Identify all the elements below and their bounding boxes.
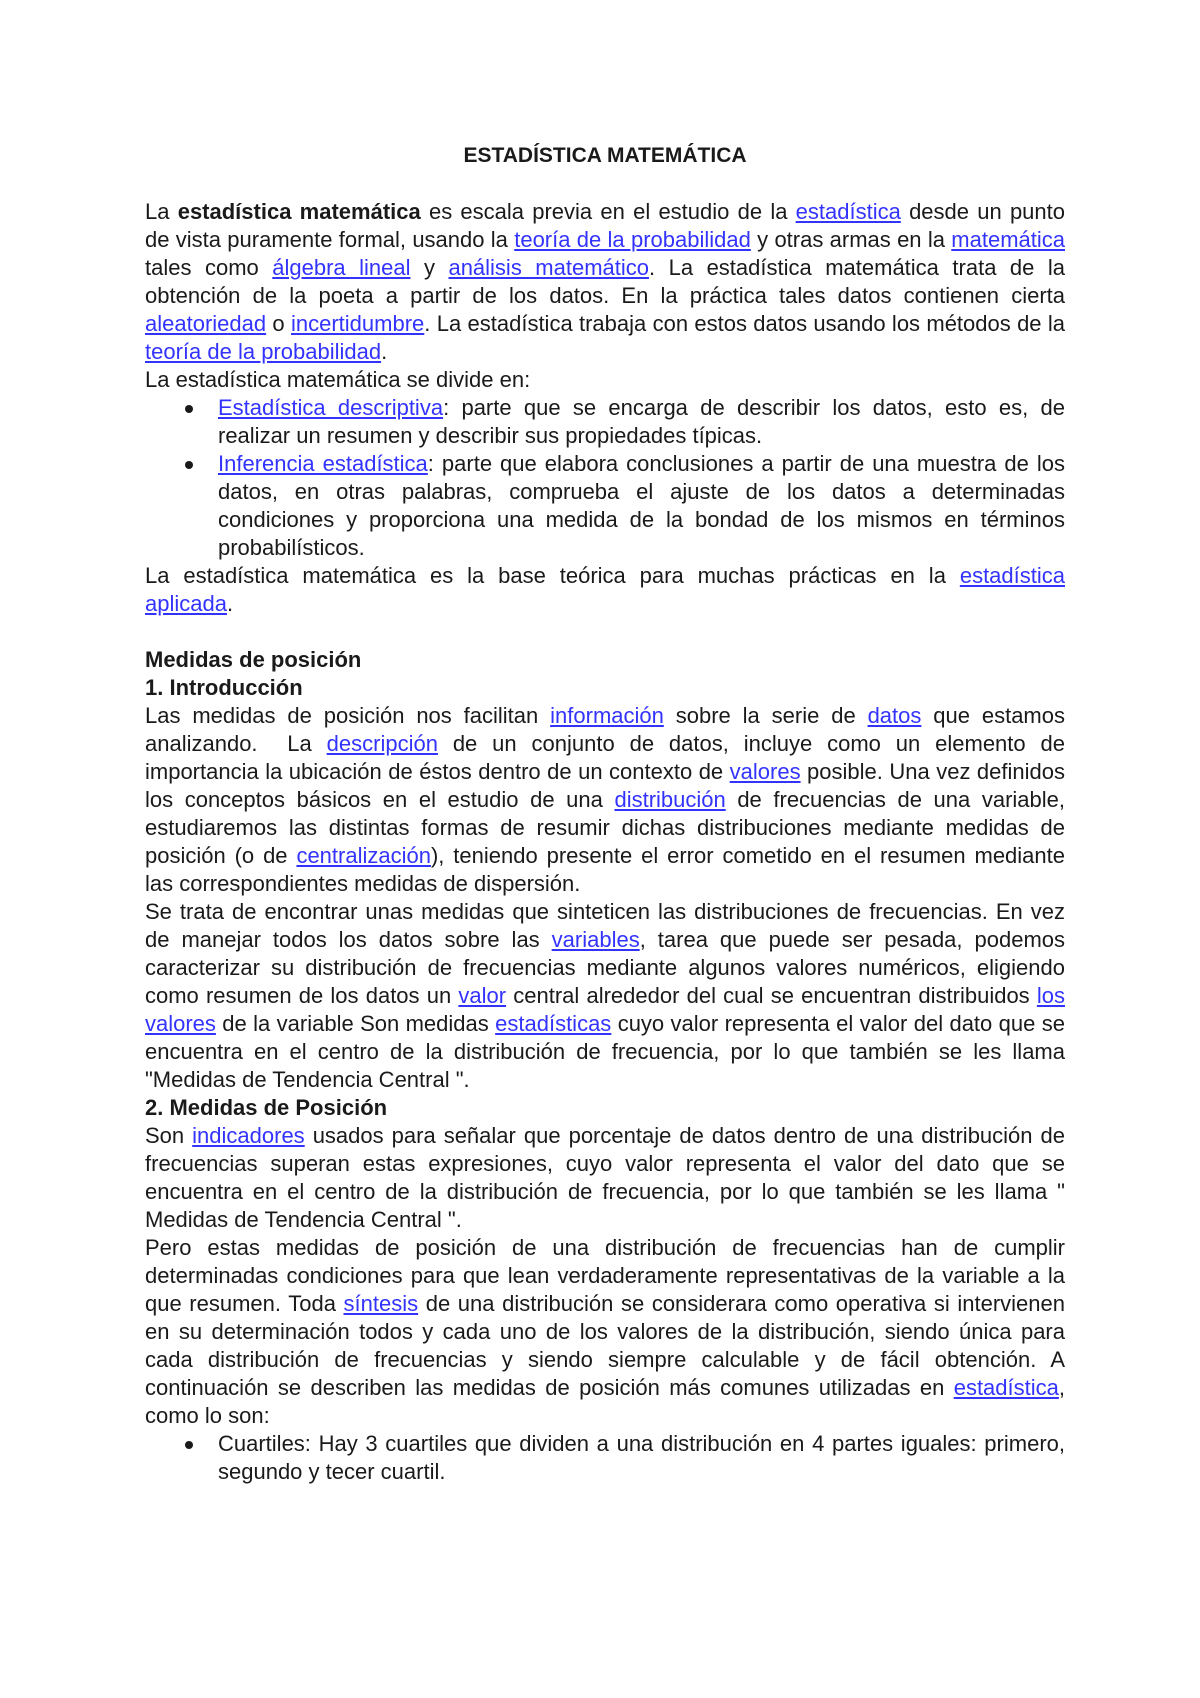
spacer xyxy=(145,618,1065,646)
text: de la variable Son medidas xyxy=(215,1011,496,1036)
link-descripcion[interactable]: descripción xyxy=(326,731,438,756)
link-datos[interactable]: datos xyxy=(867,703,922,728)
text: . xyxy=(381,339,388,364)
introduccion-paragraph-1 xyxy=(145,702,1072,898)
medidas-paragraph-1 xyxy=(145,1122,1065,1234)
text: y xyxy=(410,255,449,280)
intro-paragraph xyxy=(145,198,1065,366)
text: : parte que se encarga de describir los datos, esto es, de realizar un resumen y describir sus propiedades típicas. xyxy=(218,395,1066,448)
text: tales como xyxy=(145,255,273,280)
text: . La estadística matemática trata de la obtención de la poeta a partir de los datos. En la práctica tales datos contienen cierta xyxy=(145,255,1065,308)
bold-term: estadística matemática xyxy=(177,199,421,224)
link-variables[interactable]: variables xyxy=(551,927,640,952)
text: . La estadística trabaja con estos datos usando los métodos de la xyxy=(424,311,1065,336)
document-title: ESTADÍSTICA MATEMÁTICA xyxy=(463,144,747,167)
list-item xyxy=(145,450,1065,562)
text: que estamos analizando. La xyxy=(145,703,1072,756)
link-estadistica-aplicada[interactable]: estadística aplicada xyxy=(145,563,1065,616)
link-aleatoriedad[interactable]: aleatoriedad xyxy=(145,311,267,336)
divide-paragraph: La estadística matemática se divide en: xyxy=(145,367,531,392)
text: es escala previa en el estudio de la xyxy=(420,199,796,224)
measures-list xyxy=(145,1430,1065,1486)
link-matematica[interactable]: matemática xyxy=(951,227,1065,252)
document-page xyxy=(145,142,1072,1486)
text: usados para señalar que porcentaje de datos dentro de una distribución de frecuencias superan estas expresiones, cuyo valor representa el valor del dato que se encuentra en el centro de la distribución de frecuencia, por lo que también se les llama " Medidas de Tendencia Central ". xyxy=(145,1123,1066,1232)
link-valor[interactable]: valor xyxy=(458,983,507,1008)
text: La estadística matemática es la base teórica para muchas prácticas en la xyxy=(145,563,960,588)
text: ), teniendo presente el error cometido en el resumen mediante las correspondientes medidas de dispersión. xyxy=(145,843,1065,896)
link-centralizacion[interactable]: centralización xyxy=(296,843,431,868)
link-los-valores[interactable]: los valores xyxy=(145,983,1065,1036)
section-heading: Medidas de posición xyxy=(145,647,362,672)
text: , tarea que puede ser pesada, podemos caracterizar su distribución de frecuencias mediante algunos valores numéricos, eligiendo como resumen de los datos un xyxy=(145,927,1066,1008)
text: central alrededor del cual se encuentran distribuidos xyxy=(506,983,1037,1008)
text: Pero estas medidas de posición de una distribución de frecuencias han de cumplir determinadas condiciones para que lean verdaderamente representativas de la variable a la que resumen. Toda xyxy=(145,1235,1065,1316)
link-teoria-probabilidad-2[interactable]: teoría de la probabilidad xyxy=(145,339,382,364)
link-incertidumbre[interactable]: incertidumbre xyxy=(291,311,425,336)
subsection-heading-introduccion: 1. Introducción xyxy=(145,675,303,700)
link-informacion[interactable]: información xyxy=(550,703,664,728)
text: desde un punto de vista puramente formal, usando la xyxy=(145,199,1065,252)
link-analisis-matematico[interactable]: análisis matemático xyxy=(448,255,650,280)
text: : parte que elabora conclusiones a partir de una muestra de los datos, en otras palabras, comprueba el ajuste de los datos a determinadas condiciones y proporciona una medida de la bondad de los mismos en términos probabilísticos. xyxy=(218,451,1065,560)
introduccion-paragraph-2 xyxy=(145,898,1065,1094)
bullet-icon xyxy=(185,1441,193,1449)
text: de un conjunto de datos, incluye como un elemento de importancia la ubicación de éstos dentro de un contexto de xyxy=(145,731,1065,784)
link-indicadores[interactable]: indicadores xyxy=(192,1123,305,1148)
text: La xyxy=(145,199,178,224)
text: de una distribución se considerara como operativa si intervienen en su determinación todos y cada uno de los valores de la distribución, siendo única para cada distribución de frecuencias y siendo siempre calculable y de fácil obtención. A continuación se describen las medidas de posición más comunes utilizadas en xyxy=(145,1291,1065,1400)
base-paragraph xyxy=(145,562,1065,618)
subsection-heading-medidas-posicion: 2. Medidas de Posición xyxy=(145,1095,388,1120)
medidas-paragraph-2 xyxy=(145,1234,1065,1430)
text: Son xyxy=(145,1123,193,1148)
list-item xyxy=(145,1430,1065,1486)
link-estadistica-descriptiva[interactable]: Estadística descriptiva xyxy=(218,395,444,420)
text: posible. Una vez definidos los conceptos básicos en el estudio de una xyxy=(145,759,1066,812)
link-sintesis[interactable]: síntesis xyxy=(343,1291,419,1316)
text: o xyxy=(266,311,291,336)
text: sobre la serie de xyxy=(663,703,868,728)
link-algebra-lineal[interactable]: álgebra lineal xyxy=(272,255,411,280)
text: . xyxy=(226,591,234,616)
link-inferencia-estadistica[interactable]: Inferencia estadística xyxy=(218,451,428,476)
list-item xyxy=(145,394,1065,450)
link-estadistica-2[interactable]: estadística xyxy=(953,1375,1059,1400)
text: Se trata de encontrar unas medidas que sinteticen las distribuciones de frecuencias. En vez de manejar todos los datos sobre las xyxy=(145,899,1065,952)
text: , como lo son: xyxy=(145,1375,1065,1428)
division-list xyxy=(145,394,1065,562)
bullet-icon xyxy=(185,461,193,469)
text: Cuartiles: Hay 3 cuartiles que dividen a una distribución en 4 partes iguales: primero, segundo y tecer cuartil. xyxy=(218,1431,1065,1484)
bullet-icon xyxy=(185,405,193,413)
link-valores[interactable]: valores xyxy=(729,759,801,784)
link-distribucion[interactable]: distribución xyxy=(614,787,726,812)
text: Las medidas de posición nos facilitan xyxy=(145,703,551,728)
text: y otras armas en la xyxy=(750,227,952,252)
text: cuyo valor representa el valor del dato que se encuentra en el centro de la distribución de frecuencia, por lo que también se les llama "Medidas de Tendencia Central ". xyxy=(145,1011,1065,1092)
link-teoria-probabilidad[interactable]: teoría de la probabilidad xyxy=(514,227,751,252)
link-estadistica[interactable]: estadística xyxy=(795,199,901,224)
link-estadisticas[interactable]: estadísticas xyxy=(495,1011,612,1036)
text: de frecuencias de una variable, estudiaremos las distintas formas de resumir dichas distribuciones mediante medidas de posición (o de xyxy=(145,787,1065,868)
